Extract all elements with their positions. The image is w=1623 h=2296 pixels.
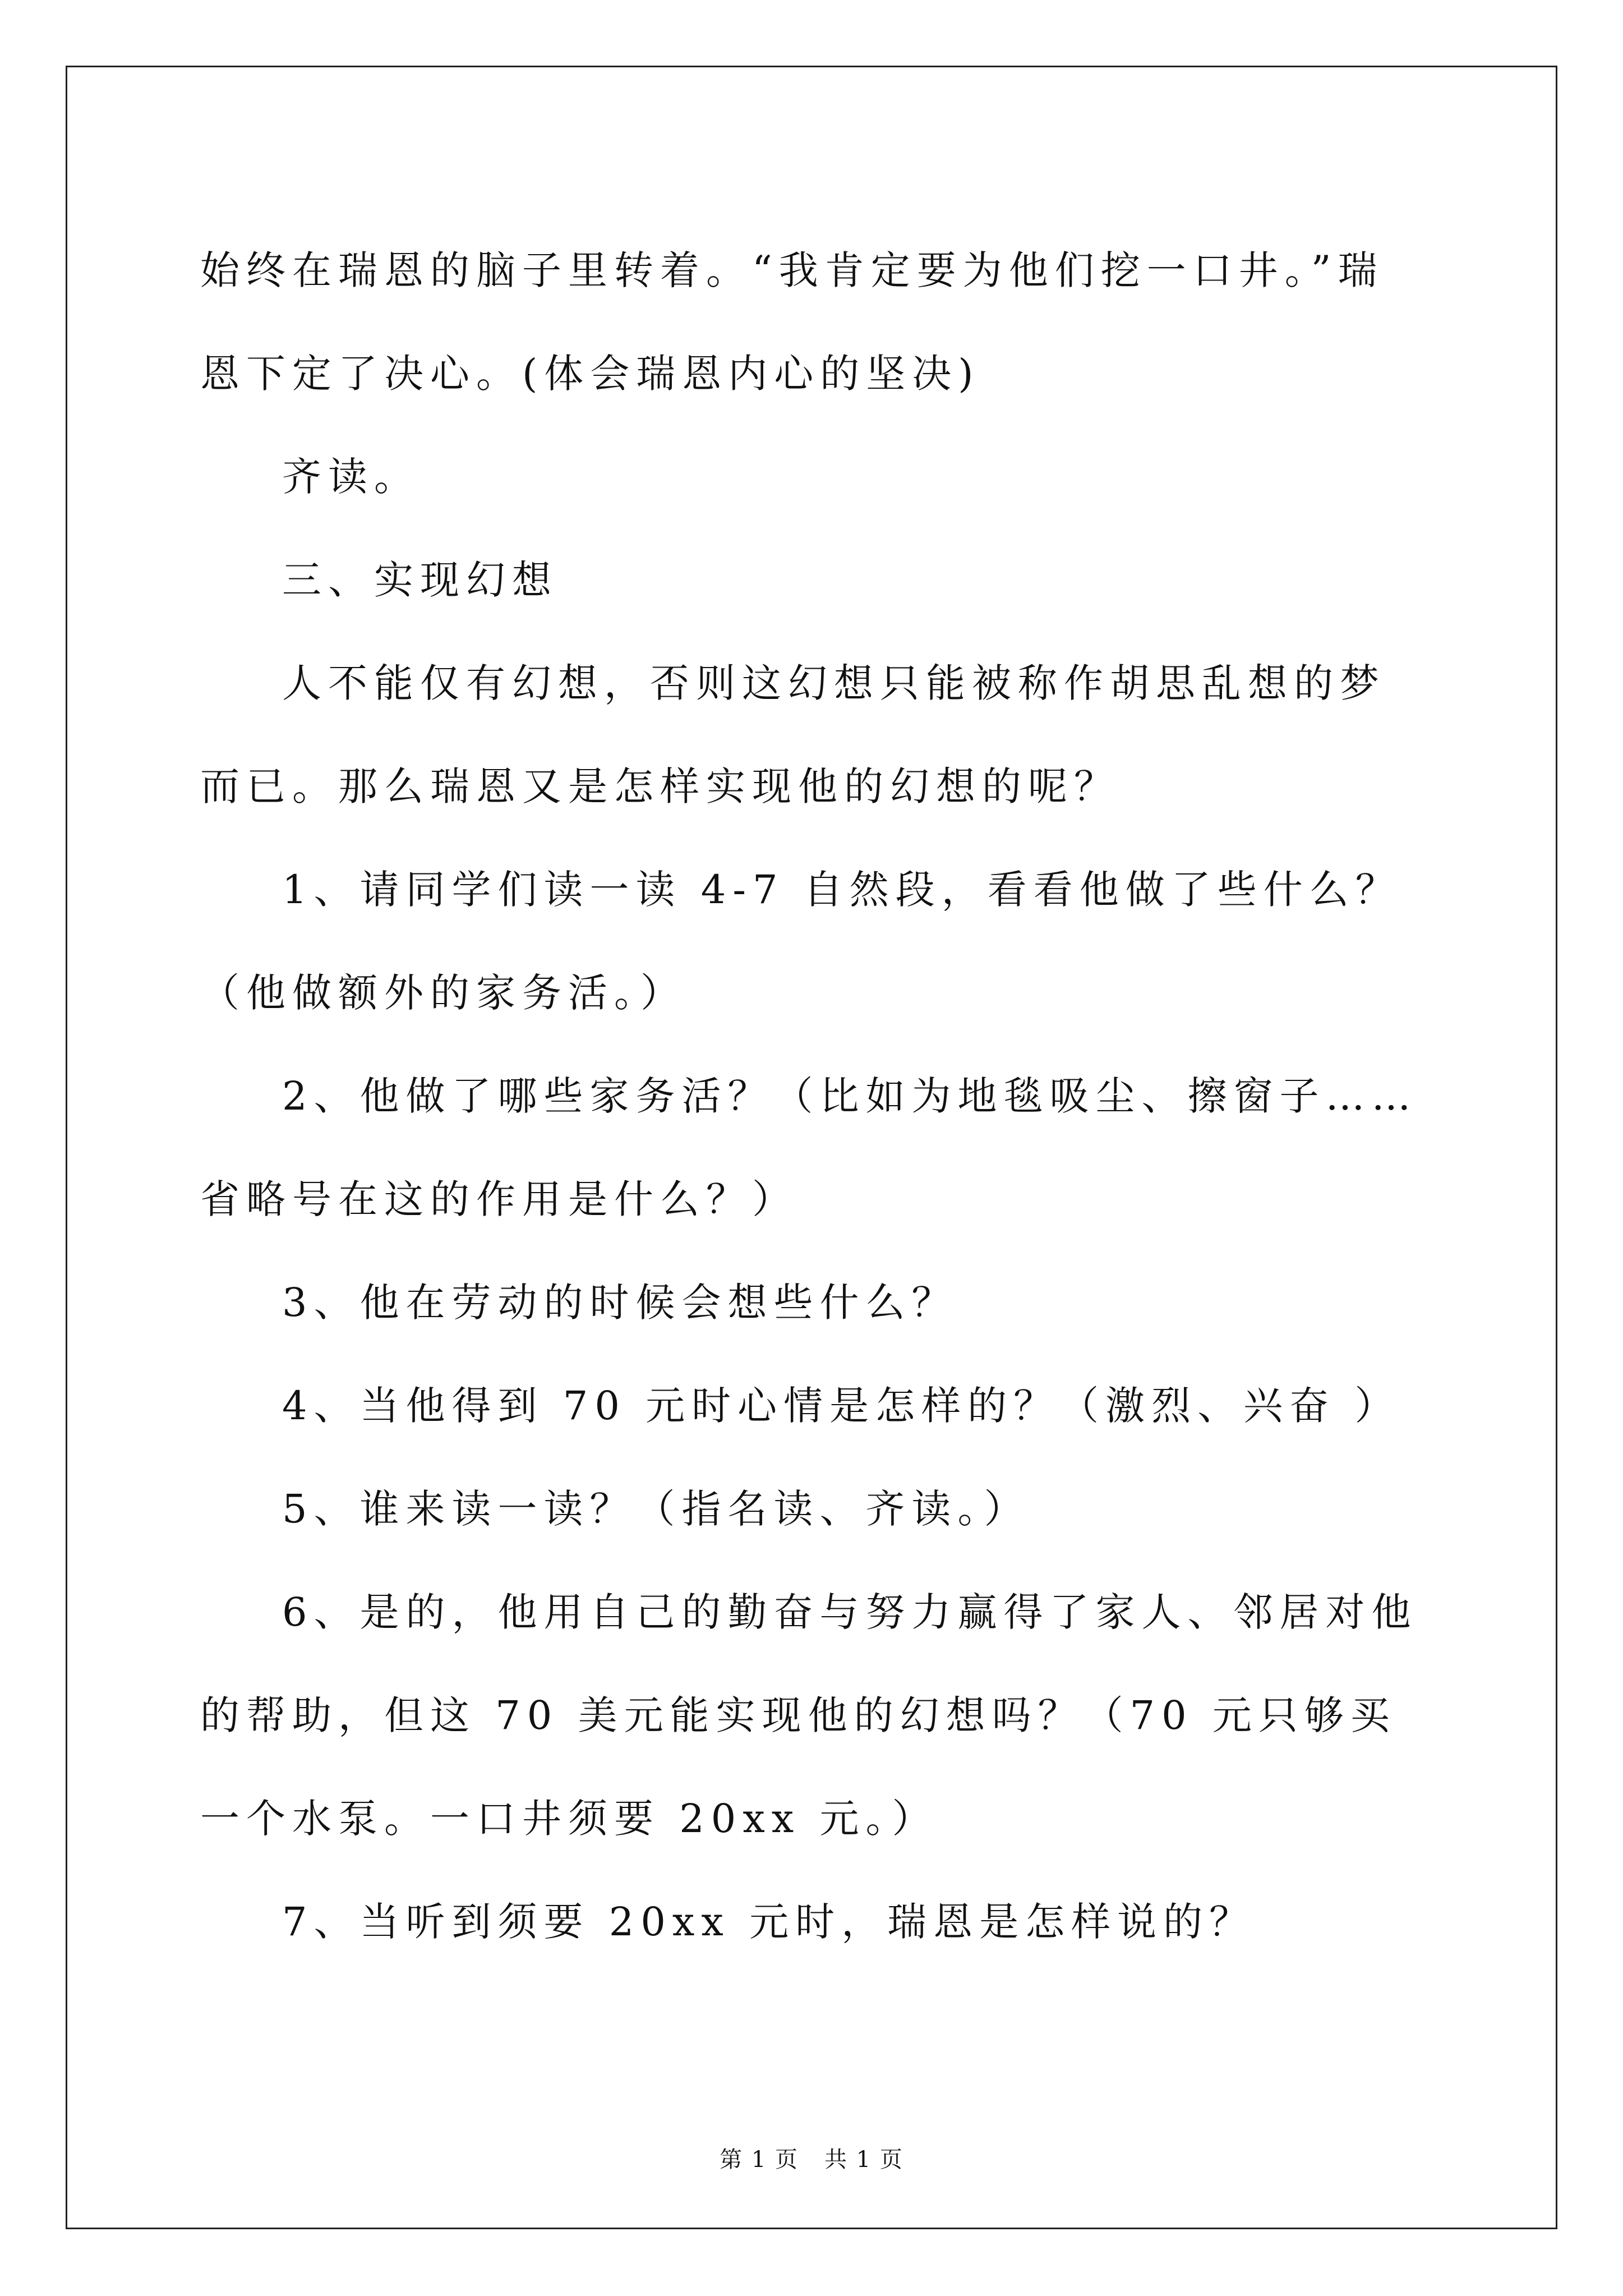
section-heading: 三、实现幻想 (282, 557, 558, 603)
question-5: 5、谁来读一读？（指名读、齐读。） (282, 1486, 1030, 1532)
question-7: 7、当听到须要 20xx 元时，瑞恩是怎样说的？ (282, 1899, 1256, 1945)
question-4: 4、当他得到 70 元时心情是怎样的？（激烈、兴奋 ） (282, 1383, 1401, 1429)
page-footer (0, 2142, 1623, 2174)
page-number-current: 第 1 页 (720, 2147, 799, 2173)
document-body (200, 219, 1423, 1973)
question-3: 3、他在劳动的时候会想些什么？ (282, 1280, 958, 1326)
page-number-total: 共 1 页 (824, 2147, 903, 2173)
paragraph-4: 人不能仅有幻想，否则这幻想只能被称作胡思乱想的梦而已。那么瑞恩又是怎样实现他的幻想的呢？ (200, 660, 1386, 809)
paragraph-2: 齐读。 (282, 454, 420, 500)
question-2: 2、他做了哪些家务活？（比如为地毯吸尘、擦窗子……省略号在这的作用是什么？） (200, 1073, 1418, 1222)
question-6: 6、是的，他用自己的勤奋与努力赢得了家人、邻居对他的帮助，但这 70 美元能实现他的幻想吗？（70 元只够买一个水泵。一口井须要 20xx 元。） (200, 1589, 1418, 1842)
paragraph-1: 始终在瑞恩的脑子里转着。“我肯定要为他们挖一口井。”瑞恩下定了决心。(体会瑞恩内心的坚决) (200, 247, 1384, 397)
question-1: 1、请同学们读一读 4-7 自然段，看看他做了些什么？（他做额外的家务活。） (200, 867, 1401, 1016)
